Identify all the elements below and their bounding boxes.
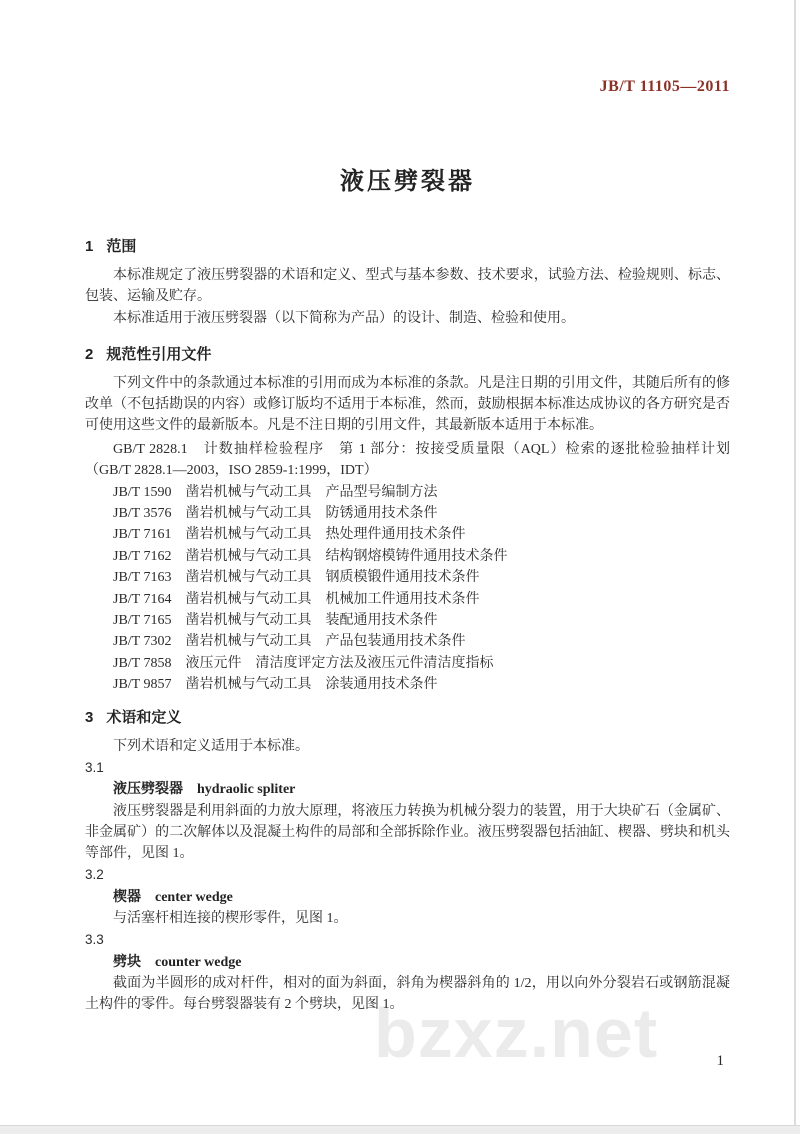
standard-code: JB/T 11105—2011: [599, 78, 730, 95]
section-3-title: 术语和定义: [106, 708, 182, 726]
term-id: 3.3: [85, 932, 104, 948]
reference-item: JB/T 7165 凿岩机械与气动工具 装配通用技术条件: [113, 613, 438, 629]
term-en: center wedge: [155, 889, 233, 905]
term-line: [85, 778, 730, 800]
term-en: hydraolic spliter: [197, 782, 296, 798]
term-zh: 劈块: [113, 952, 141, 969]
reference-item: GB/T 2828.1 计数抽样检验程序 第 1 部分：按接受质量限（AQL）检索的逐批检验抽样计划（GB/T 2828.1—2003，ISO 2859-1:1999，IDT）: [85, 441, 730, 479]
term-id: 3.2: [85, 867, 104, 883]
term-block-3-1: [85, 757, 730, 864]
term-en: counter wedge: [155, 954, 242, 970]
term-zh: 楔器: [113, 887, 141, 904]
section-1-title: 范围: [106, 238, 137, 255]
section-2-title: 规范性引用文件: [106, 345, 212, 363]
reference-item: JB/T 1590 凿岩机械与气动工具 产品型号编制方法: [113, 484, 438, 500]
section-3-heading: [85, 707, 730, 729]
section-1-heading: [85, 236, 730, 258]
term-id: 3.1: [85, 759, 104, 775]
term-block-3-3: [85, 929, 730, 1015]
reference-item: JB/T 7302 凿岩机械与气动工具 产品包装通用技术条件: [113, 634, 466, 650]
section-2-heading: [85, 344, 730, 366]
term-definition: 与活塞杆相连接的楔形零件，见图 1。: [113, 911, 348, 927]
page-number: 1: [716, 1053, 724, 1069]
section-1-number: 1: [85, 238, 94, 255]
page-content: [85, 0, 730, 1016]
term-definition: 液压劈裂器是利用斜面的力放大原理，将液压力转换为机械分裂力的装置，用于大块矿石（金属矿、非金属矿）的二次解体以及混凝土构件的局部和全部拆除作业。液压劈裂器包括油缸、楔器、劈块和机头等部件，见图 1。: [85, 803, 730, 862]
term-definition: 截面为半圆形的成对杆件，相对的面为斜面，斜角为楔器斜角的 1/2，用以向外分裂岩石或钢筋混凝土构件的零件。每台劈裂器装有 2 个劈块，见图 1。: [85, 975, 730, 1013]
scan-edge-right: [794, 0, 796, 1134]
reference-item: JB/T 7164 凿岩机械与气动工具 机械加工件通用技术条件: [113, 591, 480, 607]
term-line: [85, 886, 730, 908]
section-2-number: 2: [85, 345, 94, 363]
reference-item: JB/T 9857 凿岩机械与气动工具 涂装通用技术条件: [113, 677, 438, 693]
watermark: bzxz.net: [374, 994, 659, 1072]
section-3-intro: 下列术语和定义适用于本标准。: [113, 738, 309, 754]
section-1-paragraph: 本标准规定了液压劈裂器的术语和定义、型式与基本参数、技术要求，试验方法、检验规则、标志、包装、运输及贮存。: [85, 268, 730, 305]
term-zh: 液压劈裂器: [113, 780, 183, 797]
section-3-number: 3: [85, 708, 94, 726]
reference-item: JB/T 7858 液压元件 清洁度评定方法及液压元件清洁度指标: [113, 655, 494, 671]
reference-item: JB/T 3576 凿岩机械与气动工具 防锈通用技术条件: [113, 506, 438, 521]
section-1-paragraph: 本标准适用于液压劈裂器（以下简称为产品）的设计、制造、检验和使用。: [113, 310, 575, 326]
term-block-3-2: [85, 864, 730, 929]
reference-item: JB/T 7161 凿岩机械与气动工具 热处理件通用技术条件: [113, 527, 466, 543]
references-list: [85, 439, 730, 696]
scan-edge-bottom: [0, 1125, 800, 1134]
document-title: 液压劈裂器: [340, 168, 475, 195]
reference-item: JB/T 7162 凿岩机械与气动工具 结构钢熔模铸件通用技术条件: [113, 548, 508, 564]
term-line: [85, 951, 730, 973]
reference-item: JB/T 7163 凿岩机械与气动工具 钢质模锻件通用技术条件: [113, 570, 480, 586]
section-2-intro: 下列文件中的条款通过本标准的引用而成为本标准的条款。凡是注日期的引用文件，其随后所有的修改单（不包括勘误的内容）或修订版均不适用于本标准，然而，鼓励根据本标准达成协议的各方研究是否可使用这些文件的最新版本。凡是不注日期的引用文件，其最新版本适用于本标准。: [85, 375, 730, 434]
